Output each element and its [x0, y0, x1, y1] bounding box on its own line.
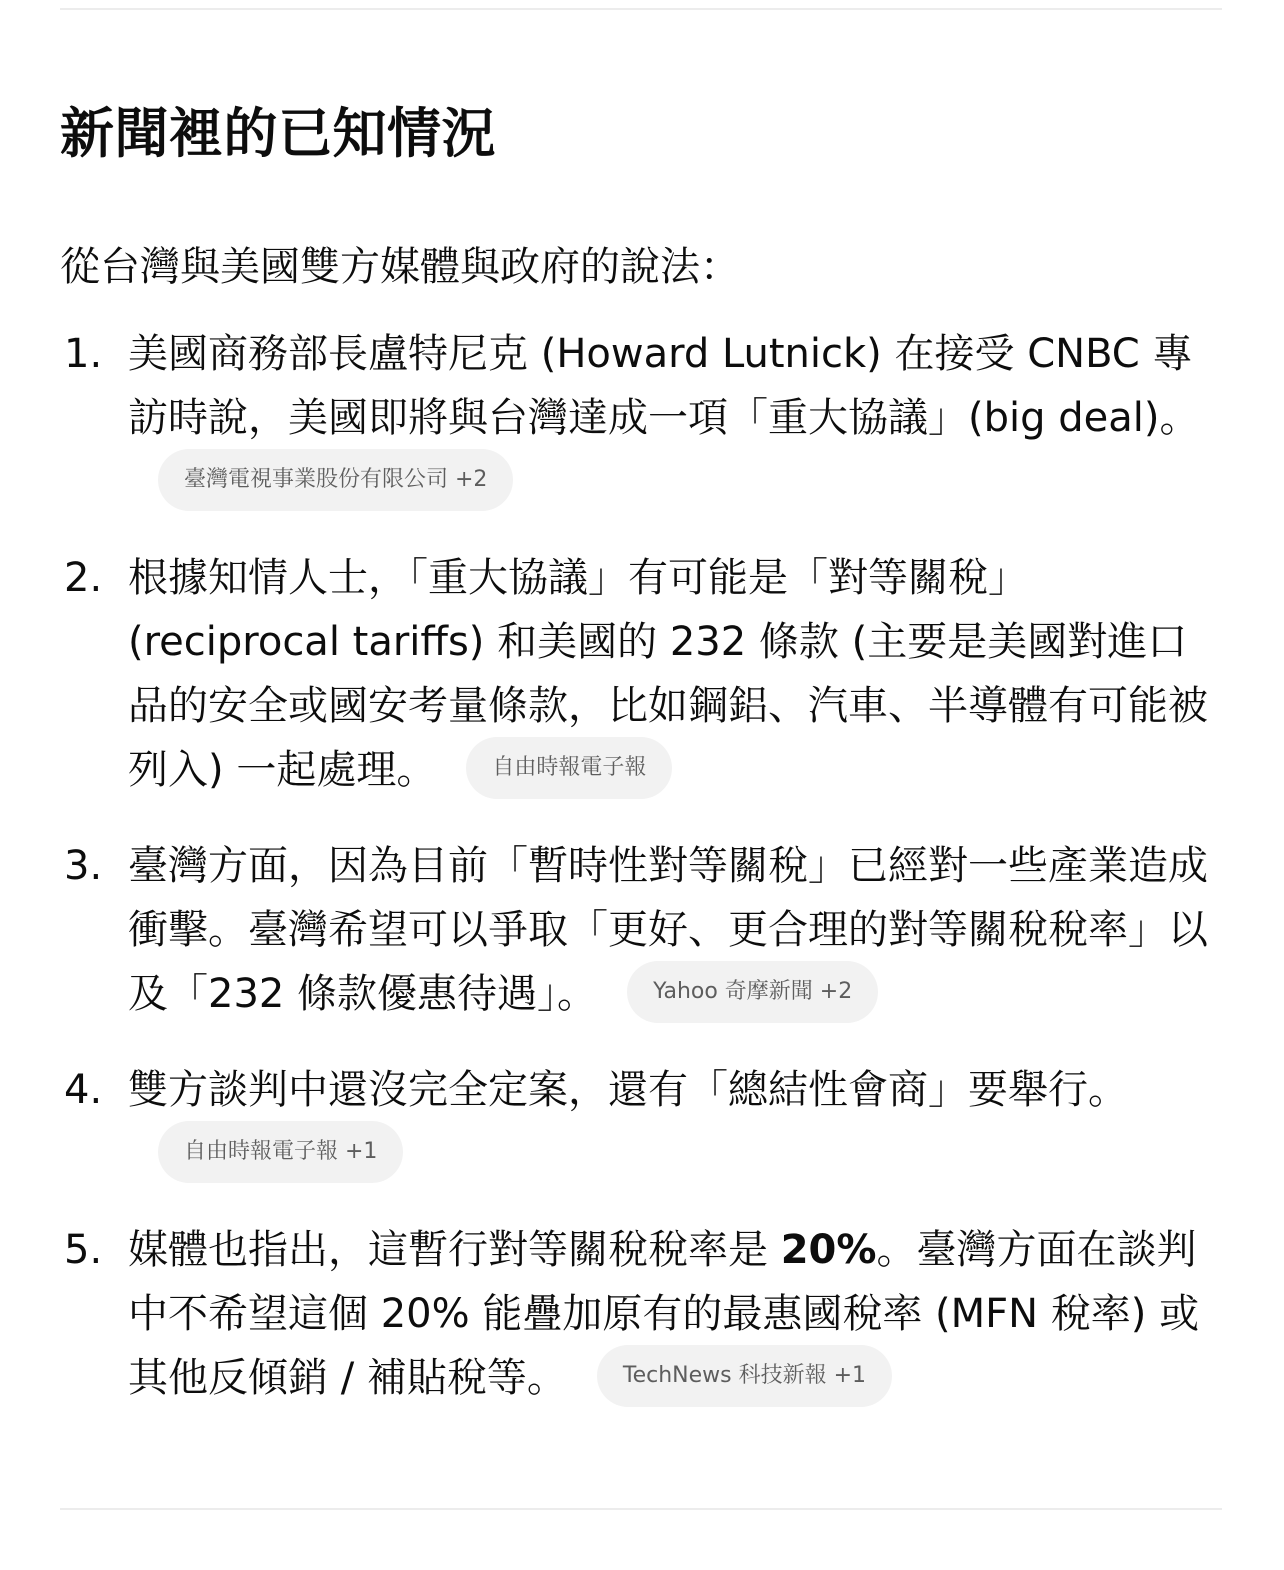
list-item: [60, 322, 1224, 515]
list-item-text: 美國商務部長盧特尼克 (Howard Lutnick) 在接受 CNBC 專訪時說，美國即將與台灣達成一項「重大協議」(big deal)。: [128, 331, 1200, 441]
facts-list: [60, 322, 1224, 1411]
bold-rate-value: 20%: [780, 1227, 877, 1273]
list-item-text: 雙方談判中還沒完全定案，還有「總結性會商」要舉行。: [128, 1067, 1128, 1113]
top-divider: [60, 8, 1222, 10]
answer-section: [60, 98, 1224, 1442]
list-item-text-after: 。臺灣方面在談判中不希望這個 20% 能疊加原有的最惠國稅率 (MFN 稅率) 或其他反傾銷 / 補貼稅等。: [128, 1227, 1200, 1401]
intro-paragraph: 從台灣與美國雙方媒體與政府的說法：: [60, 244, 740, 290]
list-item-text: 臺灣方面，因為目前「暫時性對等關稅」已經對一些產業造成衝擊。臺灣希望可以爭取「更好、更合理的對等關稅稅率」以及「232 條款優惠待遇」。: [128, 843, 1208, 1017]
source-citation-chip[interactable]: 自由時報電子報: [466, 737, 672, 799]
list-item-text: 根據知情人士，「重大協議」有可能是「對等關稅」(reciprocal tariffs) 和美國的 232 條款 (主要是美國對進口品的安全或國安考量條款，比如鋼鋁、汽車、半導體有可能被列入) 一起處理。: [128, 555, 1208, 793]
list-item: [60, 1058, 1224, 1187]
list-item-number: 5.: [64, 1227, 103, 1273]
list-item-number: 1.: [64, 331, 103, 377]
list-item-number: 3.: [64, 843, 103, 889]
source-citation-chip[interactable]: 臺灣電視事業股份有限公司 +2: [158, 449, 513, 511]
list-item-text-before: 媒體也指出，這暫行對等關稅稅率是: [128, 1227, 781, 1273]
list-item: [60, 834, 1224, 1027]
source-citation-chip[interactable]: 自由時報電子報 +1: [158, 1121, 403, 1183]
list-item: [60, 546, 1224, 803]
source-citation-chip[interactable]: TechNews 科技新報 +1: [597, 1345, 892, 1407]
section-heading: 新聞裡的已知情況: [60, 102, 496, 165]
source-citation-chip[interactable]: Yahoo 奇摩新聞 +2: [627, 961, 878, 1023]
list-item-number: 4.: [64, 1067, 103, 1113]
bottom-divider: [60, 1508, 1222, 1510]
list-item: [60, 1218, 1224, 1411]
list-item-number: 2.: [64, 555, 103, 601]
